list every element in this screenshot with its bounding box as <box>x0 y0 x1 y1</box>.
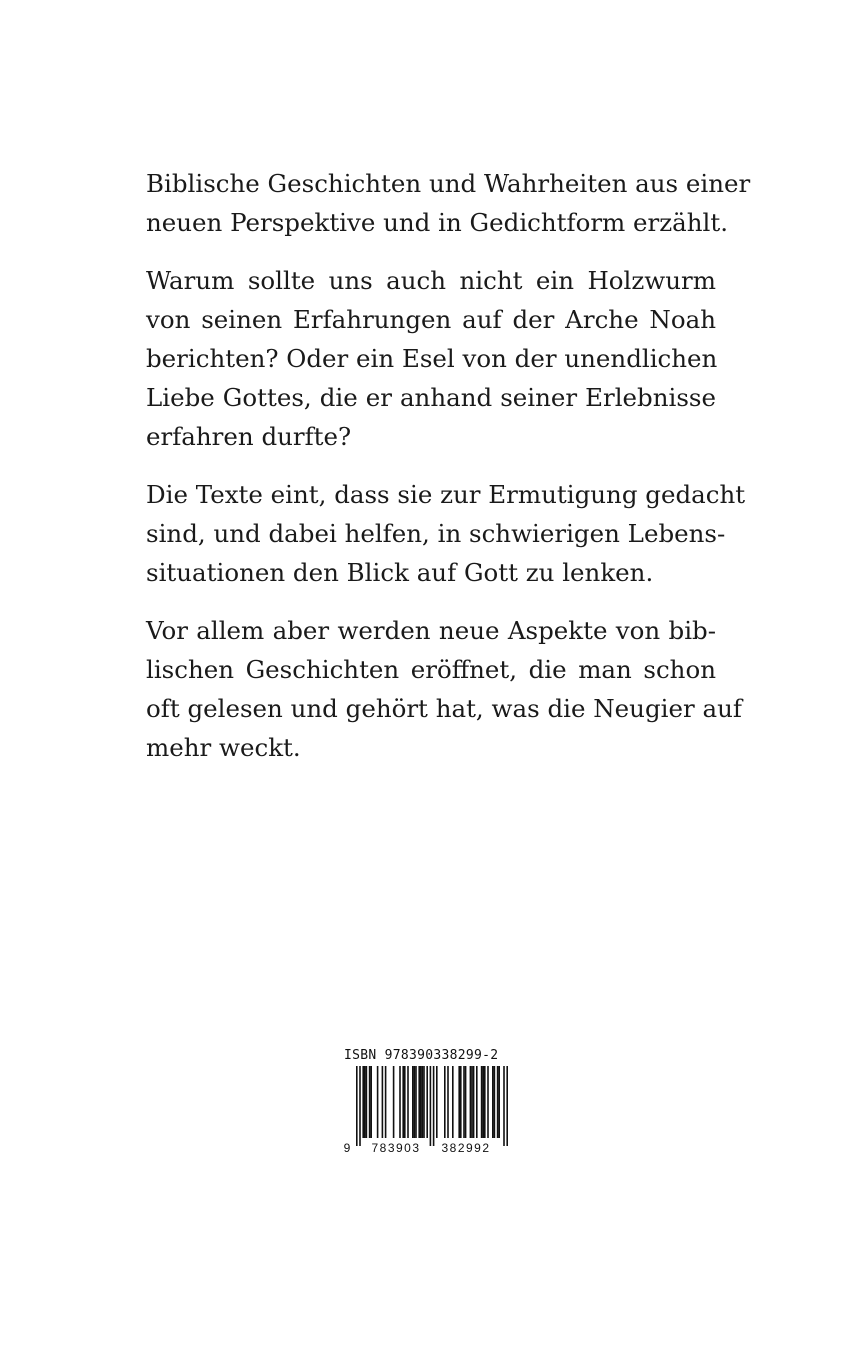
barcode-bar <box>385 1066 387 1138</box>
barcode-bar <box>465 1066 467 1138</box>
barcode-bar <box>447 1066 449 1138</box>
blurb-line: Biblische Geschichten und Wahrheiten aus einer <box>146 169 751 198</box>
barcode-bar <box>364 1066 366 1138</box>
barcode-bar <box>481 1066 483 1138</box>
barcode-bar <box>460 1066 462 1138</box>
blurb-paragraph-1 <box>146 164 751 242</box>
barcode-bar <box>420 1066 422 1138</box>
blurb-line: Die Texte eint, dass sie zur Ermutigung gedacht <box>146 480 746 509</box>
barcode-bar <box>503 1066 505 1146</box>
barcode-bar <box>412 1066 414 1138</box>
blurb-line: erfahren durfte? <box>146 422 352 451</box>
isbn-barcode-block <box>342 1046 522 1154</box>
barcode-bar <box>463 1066 465 1138</box>
barcode-bar <box>482 1066 484 1138</box>
barcode-bar <box>476 1066 478 1138</box>
barcode-bar <box>407 1066 409 1138</box>
blurb-line: situationen den Blick auf Gott zu lenken. <box>146 558 654 587</box>
blurb-paragraph-3 <box>146 475 746 592</box>
barcode-bar <box>366 1066 368 1138</box>
blurb-line: sind, und dabei helfen, in schwierigen Lebens- <box>146 519 726 548</box>
barcode-bar <box>415 1066 417 1138</box>
blurb-line: lischen Geschichten eröffnet, die man schon <box>146 655 716 684</box>
blurb-line: Vor allem aber werden neue Aspekte von bib- <box>146 616 716 645</box>
blurb-line: berichten? Oder ein Esel von der unendlichen <box>146 344 718 373</box>
blurb-line: oft gelesen und gehört hat, was die Neugier auf <box>146 694 742 723</box>
blurb-paragraph-4 <box>146 611 742 767</box>
blurb-line: Warum sollte uns auch nicht ein Holzwurm <box>146 266 716 295</box>
isbn-label: ISBN 978390338299-2 <box>344 1048 499 1063</box>
barcode-bar <box>377 1066 379 1138</box>
barcode-bar <box>423 1066 425 1138</box>
barcode-bar <box>497 1066 499 1138</box>
blurb-line: Liebe Gottes, die er anhand seiner Erlebnisse <box>146 383 716 412</box>
barcode-bar <box>399 1066 401 1138</box>
blurb-line: neuen Perspektive und in Gedichtform erzählt. <box>146 208 729 237</box>
barcode-bar <box>414 1066 416 1138</box>
barcode-bar <box>370 1066 372 1138</box>
blurb-line: von seinen Erfahrungen auf der Arche Noah <box>146 305 716 334</box>
barcode-bar <box>369 1066 371 1138</box>
barcode-lead-digit: 9 <box>343 1141 351 1154</box>
barcode-bar <box>393 1066 395 1138</box>
barcode-bar <box>506 1066 508 1146</box>
barcode-bar <box>426 1066 428 1138</box>
blurb-paragraph-2 <box>146 261 716 456</box>
ean13-barcode <box>342 1066 522 1154</box>
barcode-bar <box>498 1066 500 1138</box>
barcode-bar <box>359 1066 361 1146</box>
barcode-bar <box>444 1066 446 1138</box>
barcode-bar <box>458 1066 460 1138</box>
barcode-bars <box>356 1066 508 1146</box>
barcode-bar <box>471 1066 473 1138</box>
barcode-bar <box>422 1066 424 1138</box>
barcode-bar <box>484 1066 486 1138</box>
blurb-line: mehr weckt. <box>146 733 301 762</box>
barcode-bar <box>404 1066 406 1138</box>
barcode-bar <box>492 1066 494 1138</box>
barcode-bar <box>473 1066 475 1138</box>
barcode-bar <box>452 1066 454 1138</box>
barcode-bar <box>430 1066 432 1146</box>
barcode-bar <box>470 1066 472 1138</box>
barcode-bar <box>494 1066 496 1138</box>
barcode-bar <box>382 1066 384 1138</box>
barcode-bar <box>356 1066 358 1146</box>
barcode-bar <box>436 1066 438 1138</box>
barcode-bar <box>418 1066 420 1138</box>
back-cover-blurb <box>146 164 751 786</box>
barcode-bar <box>362 1066 364 1138</box>
barcode-right-digits: 382992 <box>441 1141 491 1154</box>
barcode-left-digits: 783903 <box>371 1141 421 1154</box>
barcode-bar <box>402 1066 404 1138</box>
barcode-bar <box>487 1066 489 1138</box>
barcode-bar <box>433 1066 435 1146</box>
